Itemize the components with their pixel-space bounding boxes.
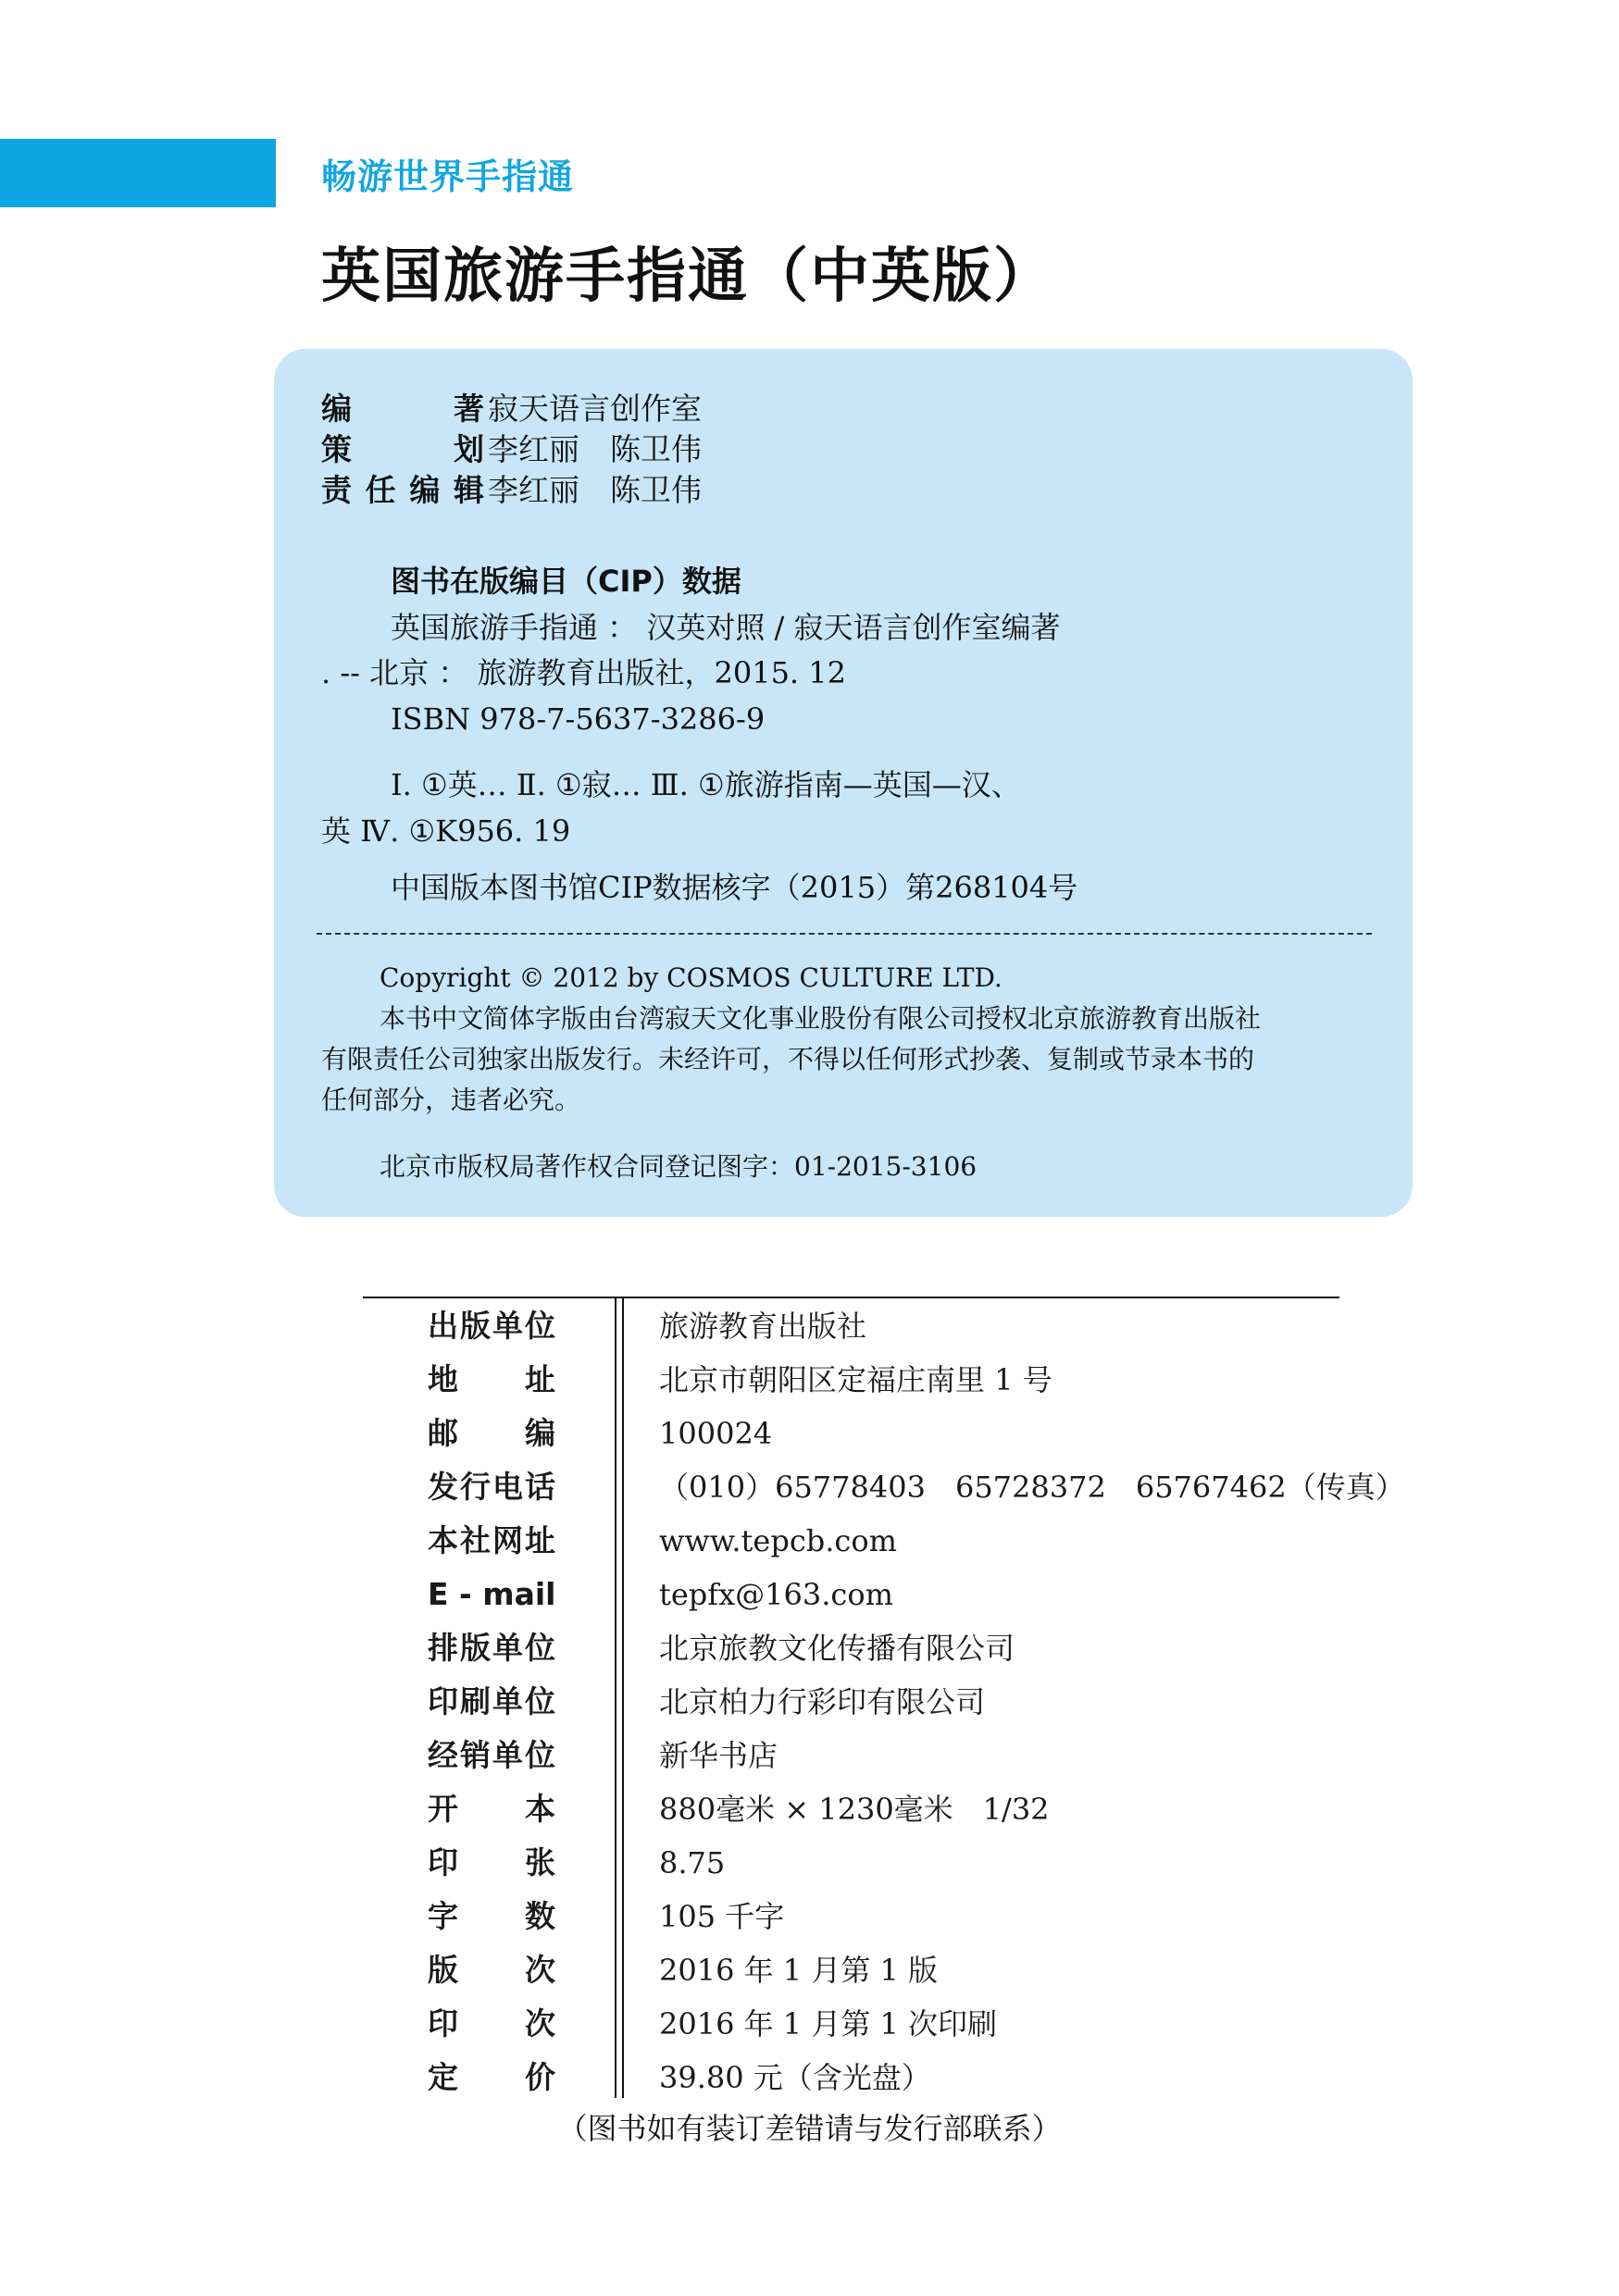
spec-label: 地 址 <box>428 1361 555 1397</box>
spec-label: 邮 编 <box>428 1415 555 1451</box>
spec-value: tepfx@163.com <box>659 1577 893 1612</box>
book-title: 英国旅游手指通（中英版） <box>321 242 1054 311</box>
spec-label: 印刷单位 <box>428 1683 555 1719</box>
spec-row-wordcount <box>428 1890 1353 1943</box>
credit-row-author <box>321 389 702 429</box>
credit-role: 编 著 <box>321 391 484 427</box>
credit-value: 李红丽 陈卫伟 <box>488 472 702 508</box>
cip-line: Ⅰ. ①英… Ⅱ. ①寂… Ⅲ. ①旅游指南—英国—汉、 <box>391 767 1021 802</box>
spec-value: 8.75 <box>659 1845 726 1880</box>
copyright-line: Copyright © 2012 by COSMOS CULTURE LTD. <box>380 962 1003 993</box>
spec-value: 2016 年 1 月第 1 版 <box>659 1953 939 1988</box>
spec-value: www.tepcb.com <box>659 1523 897 1558</box>
spec-value: 北京市朝阳区定福庄南里 1 号 <box>659 1362 1052 1397</box>
spec-label: 出版单位 <box>428 1308 555 1344</box>
cip-line: . -- 北京 ： 旅游教育出版社，2015. 12 <box>321 655 846 690</box>
cip-line: 英 Ⅳ. ①K956. 19 <box>321 813 571 849</box>
spec-row-typesetter <box>428 1621 1353 1675</box>
spec-value: 2016 年 1 月第 1 次印刷 <box>659 2006 998 2042</box>
spec-label: 经销单位 <box>428 1737 555 1773</box>
spec-row-printing <box>428 1997 1353 2051</box>
spec-value: 北京柏力行彩印有限公司 <box>659 1684 986 1719</box>
copyright-line: 有限责任公司独家出版发行。未经许可，不得以任何形式抄袭、复制或节录本书的 <box>321 1044 1255 1074</box>
registration-line: 北京市版权局著作权合同登记图字：01-2015-3106 <box>380 1151 978 1182</box>
table-top-rule <box>363 1297 1339 1298</box>
credit-role: 责任编辑 <box>321 472 484 508</box>
spec-label: 发行电话 <box>428 1469 555 1505</box>
copyright-line: 本书中文简体字版由台湾寂天文化事业股份有限公司授权北京旅游教育出版社 <box>380 1003 1262 1034</box>
credit-row-planner <box>321 429 702 470</box>
spec-label: E - mail <box>428 1576 556 1612</box>
spec-row-format <box>428 1782 1353 1836</box>
cip-line: 英国旅游手指通 ： 汉英对照 / 寂天语言创作室编著 <box>391 610 1061 645</box>
cip-heading: 图书在版编目（CIP）数据 <box>391 564 741 599</box>
series-title: 畅游世界手指通 <box>321 156 575 197</box>
spec-label: 开 本 <box>428 1791 555 1827</box>
spec-value: 105 千字 <box>659 1899 785 1934</box>
cip-line: ISBN 978-7-5637-3286-9 <box>391 701 766 737</box>
credit-value: 李红丽 陈卫伟 <box>488 431 702 467</box>
spec-value: 旅游教育出版社 <box>659 1309 867 1344</box>
spec-label: 本社网址 <box>428 1522 555 1558</box>
spec-row-website <box>428 1514 1353 1568</box>
spec-row-address <box>428 1353 1353 1407</box>
spec-label: 字 数 <box>428 1898 555 1934</box>
spec-value: （010）65778403 65728372 65767462（传真） <box>659 1470 1405 1505</box>
spec-label: 排版单位 <box>428 1630 555 1666</box>
footer-note: （图书如有装订差错请与发行部联系） <box>557 2111 1062 2146</box>
spec-label: 定 价 <box>428 2059 555 2095</box>
cip-line: 中国版本图书馆CIP数据核字（2015）第268104号 <box>391 870 1078 905</box>
spec-row-email <box>428 1568 1353 1621</box>
series-color-tab <box>0 139 276 207</box>
copyright-line: 任何部分，违者必究。 <box>321 1085 581 1115</box>
spec-label: 版 次 <box>428 1952 555 1988</box>
spec-row-phone <box>428 1460 1405 1514</box>
spec-value: 39.80 元（含光盘） <box>659 2060 931 2095</box>
spec-row-postcode <box>428 1407 1353 1460</box>
spec-row-printer <box>428 1675 1353 1729</box>
spec-value: 880毫米 × 1230毫米 1/32 <box>659 1792 1050 1827</box>
spec-row-publisher <box>428 1299 1353 1353</box>
spec-value: 北京旅教文化传播有限公司 <box>659 1631 1015 1666</box>
spec-value: 新华书店 <box>659 1738 778 1773</box>
spec-row-distributor <box>428 1729 1353 1782</box>
dashed-divider <box>317 933 1372 935</box>
credit-role: 策 划 <box>321 431 484 467</box>
spec-row-sheets <box>428 1836 1353 1890</box>
spec-row-price <box>428 2051 1353 2104</box>
spec-label: 印 张 <box>428 1844 555 1880</box>
spec-value: 100024 <box>659 1416 773 1451</box>
credit-row-editor <box>321 470 702 511</box>
spec-row-edition <box>428 1943 1353 1997</box>
spec-label: 印 次 <box>428 2005 555 2042</box>
credit-value: 寂天语言创作室 <box>488 391 702 427</box>
